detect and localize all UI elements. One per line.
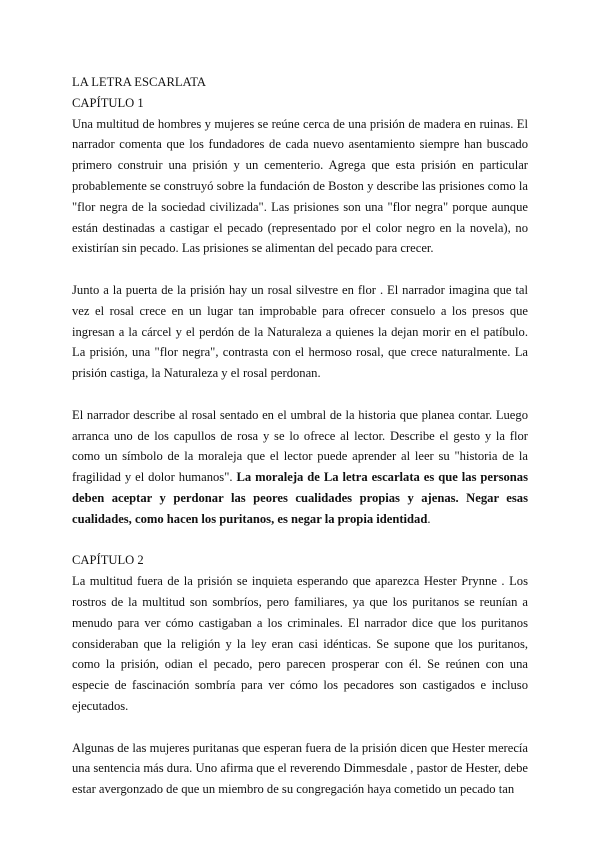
- document-page: [72, 72, 528, 800]
- paragraph-spacer: [72, 259, 528, 280]
- moral-bold-text: La moraleja de La letra escarlata es que las personas deben aceptar y perdonar las peores cualidades propias y ajenas. Negar esas cualidades, como hacen los puritanos, es negar la propia identidad: [72, 470, 528, 526]
- paragraph-3-end: .: [427, 511, 431, 526]
- chapter-1-paragraph-2: Junto a la puerta de la prisión hay un rosal silvestre en flor . El narrador imagina que tal vez el rosal crece en un lugar tan improbable para ofrecer consuelo a los presos que ingresan a la cárcel y el perdón de la Naturaleza a quienes la dejan morir en el patíbulo. La prisión, una "flor negra", contrasta con el hermoso rosal, que crece naturalmente. La prisión castiga, la Naturaleza y el rosal perdonan.: [72, 282, 528, 381]
- paragraph-spacer: [72, 530, 528, 551]
- chapter-1-paragraph-3: [72, 405, 528, 530]
- paragraph-spacer: [72, 384, 528, 405]
- chapter-2-paragraph-1: La multitud fuera de la prisión se inquieta esperando que aparezca Hester Prynne . Los rostros de la multitud son sombríos, pero familiares, ya que los puritanos se reunían a menudo para ver cómo castigaban a los criminales. El narrador dice que los puritanos consideraban que la religión y la ley eran casi idénticas. Se supone que los puritanos, como la prisión, odian el pecado, pero parecen prosperar con él. Se reúnen con una especie de fascinación sombría para ver cómo los pecadores son castigados e incluso ejecutados.: [72, 574, 528, 713]
- document-title: LA LETRA ESCARLATA: [72, 75, 207, 89]
- chapter-1-heading: CAPÍTULO 1: [72, 95, 144, 110]
- chapter-2-heading: CAPÍTULO 2: [72, 553, 144, 568]
- chapter-2-paragraph-2: Algunas de las mujeres puritanas que esperan fuera de la prisión dicen que Hester merecía una sentencia más dura. Uno afirma que el reverendo Dimmesdale , pastor de Hester, debe estar avergonzado de que un miembro de su congregación haya cometido un pecado tan: [72, 740, 528, 797]
- chapter-1-paragraph-1: Una multitud de hombres y mujeres se reúne cerca de una prisión de madera en ruinas. El narrador comenta que los fundadores de cada nuevo asentamiento siempre han buscado primero construir una prisión y un cementerio. Agrega que esta prisión en particular probablemente se construyó sobre la fundación de Boston y describe las prisiones como la "flor negra de la sociedad civilizada". Las prisiones son una "flor negra" porque aunque están destinadas a castigar el pecado (representado por el color negro en la novela), no existirían sin pecado. Las prisiones se alimentan del pecado para crecer.: [72, 116, 528, 256]
- paragraph-3-text: El narrador describe al rosal sentado en el umbral de la historia que planea contar. Luego arranca uno de los capullos de rosa y se lo ofrece al lector. Describe el gesto y la flor como un símbolo de la moraleja que el lector puede aprender al leer su "historia de la fragilidad y el dolor humanos".: [72, 407, 528, 485]
- paragraph-spacer: [72, 717, 528, 738]
